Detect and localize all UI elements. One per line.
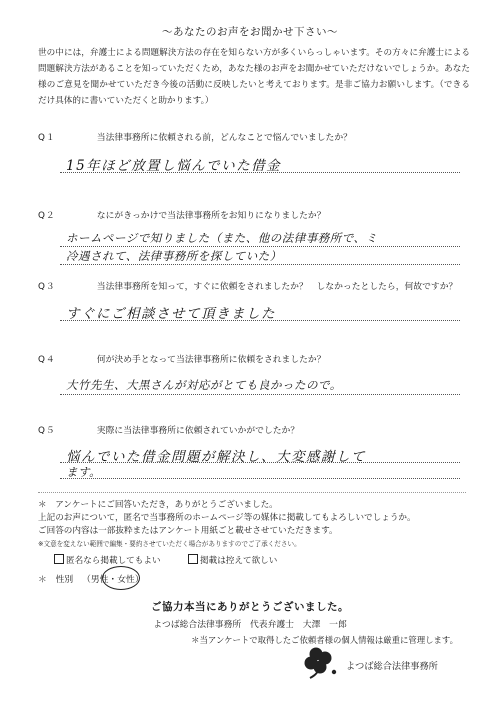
question-3	[38, 279, 478, 292]
intro-paragraph: 世の中には，弁護士による問題解決方法の存在を知らない方が多くいらっしゃいます。その方々に弁護士による問題解決方法があることを知っていただくため，あなた様のお声をお聞かせていただけないでしょうか。あなた様のご意見を聞かせていただき今後の活動に反映したいと考えております。是非ご協力お願いします。（できるだけ具体的に書いていただくと助かります。）	[38, 48, 470, 106]
gender-separator: ・	[108, 575, 118, 585]
firm-signature: よつば総合法律事務所 代表弁護士 大澤 一郎	[153, 620, 347, 630]
question-number: Q４	[38, 355, 56, 365]
gender-female[interactable]: 女性	[117, 575, 135, 585]
consent-small-note: ※文意を変えない範囲で編集・要約させていただく場合がありますのでご了承ください。	[38, 540, 301, 548]
answer-4-handwriting: 大竹先生、大黒さんが対応がとても良かったので。	[66, 378, 342, 392]
question-number: Q１	[38, 133, 56, 143]
consent-line-1: ＊ アンケートにご回答いただき，ありがとうございました。	[38, 500, 278, 510]
gender-male[interactable]: 男性	[90, 575, 109, 585]
consent-line-2: 上記のお声について，匿名で当事務所のホームページ等の媒体に掲載してもよろしいでしょうか。	[38, 513, 416, 523]
question-text: 何が決め手となって当法律事務所に依頼をされましたか？	[96, 355, 326, 365]
answer-5-handwriting-line1: 悩んでいた借金問題が解決し、大変感謝して	[66, 449, 366, 465]
answer-3-handwriting: すぐにご相談させて頂きました	[66, 306, 276, 322]
question-text: 実際に当法律事務所に依頼されていかがでしたか？	[96, 426, 300, 436]
question-text: なにがきっかけで当法律事務所をお知りになりましたか？	[96, 211, 326, 221]
question-number: Q５	[38, 426, 56, 436]
answer-2-handwriting-line2: 冷遇されて、法律事務所を探していた）	[66, 249, 282, 263]
clover-icon	[298, 644, 344, 680]
checkbox[interactable]	[54, 554, 64, 564]
answer-5-handwriting-line2: ます。	[66, 465, 102, 479]
firm-name-text: よつば総合法律事務所	[346, 661, 438, 672]
consent-line-3: ご回答の内容は一部抜粋またはアンケート用紙ごと載せさせていただきます。	[38, 526, 338, 536]
gender-label: ＊ 性別	[38, 575, 74, 585]
option-label: 匿名なら掲載してもよい	[66, 556, 161, 566]
question-2	[38, 208, 478, 221]
privacy-note: ＊当アンケートで取得したご依頼者様の個人情報は厳重に管理します。	[191, 635, 458, 645]
answer-2-handwriting-line1: ホームページで知りました（また、他の法律事務所で、ミ	[66, 231, 378, 245]
option-anon-ok[interactable]	[54, 554, 161, 566]
question-text: 当法律事務所を知って，すぐに依頼をされましたか？ しなかったとしたら，何故ですか？	[96, 282, 458, 292]
checkbox[interactable]	[188, 554, 198, 564]
closing-thanks: ご協力本当にありがとうございました。	[151, 601, 349, 613]
option-label: 掲載は控えて欲しい	[200, 556, 278, 566]
page-title: 〜あなたのお声をお聞かせ下さい〜	[162, 26, 338, 38]
answer-1-handwriting: 15年ほど放置し悩んでいた借金	[66, 158, 282, 174]
question-number: Q２	[38, 211, 56, 221]
question-1	[38, 130, 478, 143]
option-decline[interactable]	[188, 554, 277, 566]
paren-open: （	[82, 575, 91, 585]
gender-row	[38, 572, 478, 585]
firm-logo	[298, 644, 468, 680]
question-4	[38, 352, 478, 365]
consent-note	[38, 499, 478, 551]
question-5	[38, 423, 478, 436]
divider	[38, 492, 466, 493]
question-text: 当法律事務所に依頼される前，どんなことで悩んでいましたか？	[96, 133, 352, 143]
hand-drawn-circle-mark	[102, 566, 140, 590]
paren-close: ）	[134, 575, 144, 585]
question-number: Q３	[38, 282, 56, 292]
